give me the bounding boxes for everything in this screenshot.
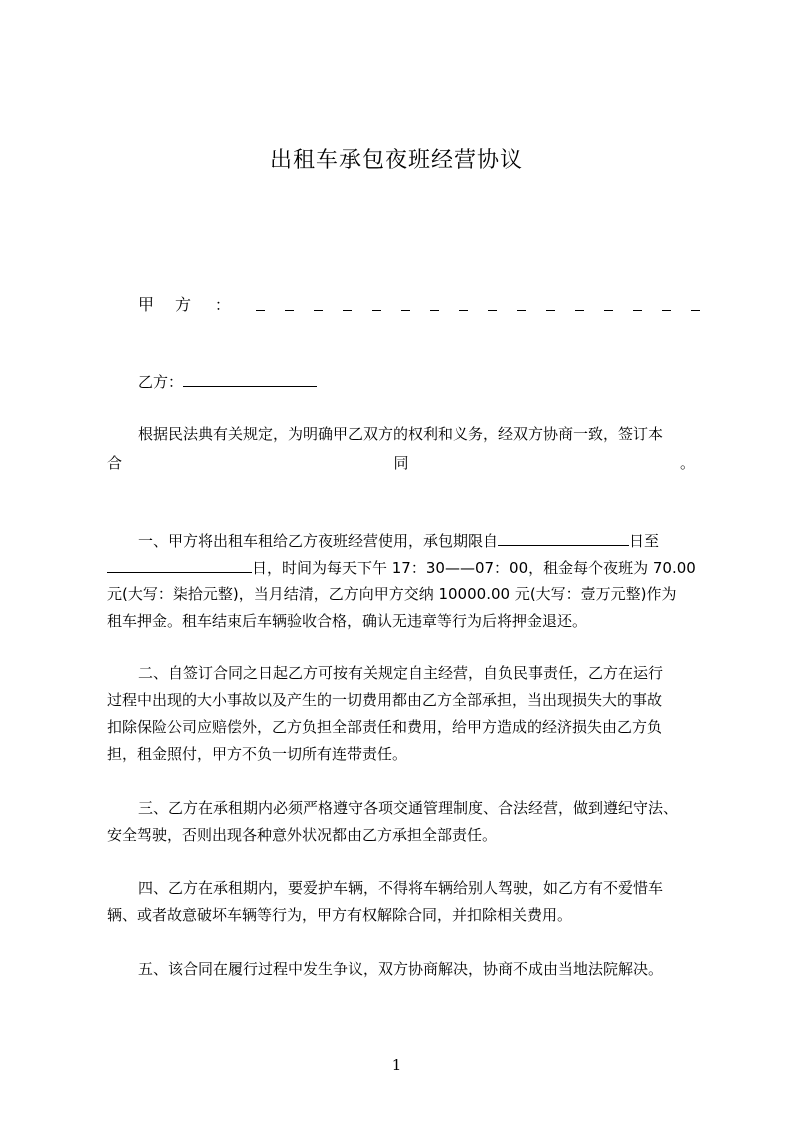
party-a-label-char: 方: [175, 295, 192, 314]
party-b-blank: [183, 372, 317, 387]
preamble-line-2: [107, 454, 695, 472]
clause-2-line-3: 扣除保险公司应赔偿外，乙方负担全部责任和费用，给甲方造成的经济损失由乙方负: [107, 718, 663, 736]
clause-1-line-3: 元(大写：柒拾元整)，当月结清，乙方向甲方交纳 10000.00 元(大写：壹万元整)作为: [107, 585, 677, 603]
page-number: 1: [391, 1056, 402, 1074]
clause-3-line-2: 安全驾驶，否则出现各种意外状况都由乙方承担全部责任。: [107, 826, 498, 844]
end-date-blank: [107, 558, 252, 573]
party-a-blank: [256, 310, 700, 311]
start-date-blank: [498, 531, 629, 546]
document-title: 出租车承包夜班经营协议: [269, 148, 523, 173]
clause-2-line-4: 担，租金照付，甲方不负一切所有连带责任。: [107, 745, 408, 763]
preamble-char: 。: [679, 454, 695, 472]
party-b-label: 乙方：: [138, 373, 184, 391]
preamble-line-1: 根据民法典有关规定，为明确甲乙双方的权利和义务，经双方协商一致，签订本: [138, 425, 664, 443]
clause-1-text: 日，时间为每天下午 17：30——07：00，租金每个夜班为 70.00: [252, 559, 696, 577]
preamble-char: 同: [393, 454, 409, 472]
clause-1-line-2: [107, 558, 707, 577]
party-a-label-char: 甲: [138, 295, 155, 314]
clause-5-line-1: 五、该合同在履行过程中发生争议，双方协商解决，协商不成由当地法院解决。: [138, 960, 664, 978]
clause-1-line-1: [138, 531, 708, 550]
clause-1-text: 一、甲方将出租车租给乙方夜班经营使用，承包期限自: [138, 532, 499, 550]
clause-4-line-1: 四、乙方在承租期内，要爱护车辆，不得将车辆给别人驾驶，如乙方有不爱惜车: [138, 879, 664, 897]
clause-2-line-2: 过程中出现的大小事故以及产生的一切费用都由乙方全部承担，当出现损失大的事故: [107, 691, 663, 709]
clause-2-line-1: 二、自签订合同之日起乙方可按有关规定自主经营，自负民事责任，乙方在运行: [138, 664, 664, 682]
clause-3-line-1: 三、乙方在承租期内必须严格遵守各项交通管理制度、合法经营，做到遵纪守法、: [138, 799, 679, 817]
clause-1-line-4: 租车押金。租车结束后车辆验收合格，确认无违章等行为后将押金退还。: [107, 612, 588, 630]
party-a-line: [138, 292, 700, 318]
clause-4-line-2: 辆、或者故意破坏车辆等行为，甲方有权解除合同，并扣除相关费用。: [107, 906, 573, 924]
preamble-char: 合: [107, 454, 123, 472]
party-b-line: [138, 372, 317, 391]
party-a-colon: ：: [215, 296, 231, 314]
clause-1-text: 日至: [629, 532, 660, 550]
